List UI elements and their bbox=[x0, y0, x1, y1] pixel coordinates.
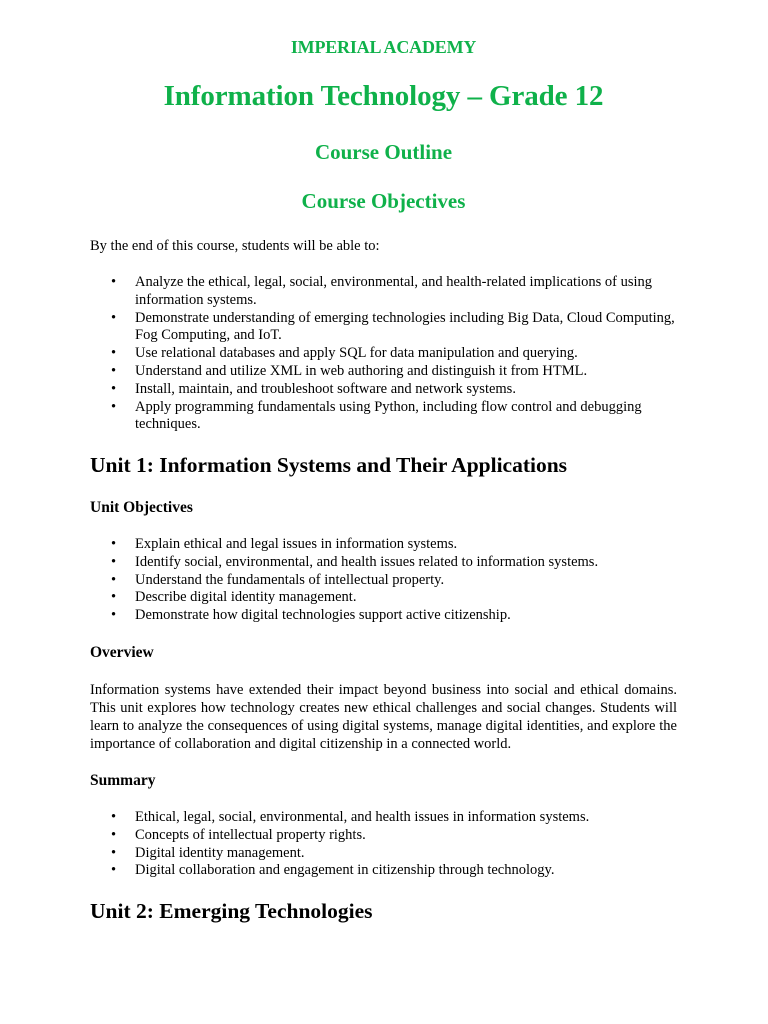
course-outline-heading: Course Outline bbox=[314, 140, 453, 164]
list-item: • Identify social, environmental, and health issues related to information systems. bbox=[90, 554, 677, 572]
list-item: • Demonstrate understanding of emerging technologies including Big Data, Cloud Computing, Fog Computing, and IoT. bbox=[90, 310, 677, 346]
list-item: • Describe digital identity management. bbox=[90, 589, 677, 607]
summary-list bbox=[90, 809, 677, 880]
overview-heading: Overview bbox=[90, 644, 154, 661]
list-item: • Concepts of intellectual property rights. bbox=[90, 827, 677, 845]
list-item: • Demonstrate how digital technologies support active citizenship. bbox=[90, 607, 677, 625]
list-item: • Digital collaboration and engagement in citizenship through technology. bbox=[90, 862, 677, 880]
course-objectives-heading: Course Objectives bbox=[301, 189, 466, 213]
unit-1-objectives-list bbox=[90, 536, 677, 625]
unit-1-objectives-heading: Unit Objectives bbox=[90, 499, 193, 516]
list-item: • Understand the fundamentals of intellectual property. bbox=[90, 572, 677, 590]
list-item: • Digital identity management. bbox=[90, 845, 677, 863]
summary-heading: Summary bbox=[90, 772, 156, 789]
list-item: • Install, maintain, and troubleshoot software and network systems. bbox=[90, 381, 677, 399]
overview-paragraph: Information systems have extended their impact beyond business into social and ethical domains. This unit explores how technology creates new ethical challenges and social changes. Students will learn to analyze the consequences of using digital systems, manage digital identities, and explore the importance of collaboration and digital citizenship in a connected world. bbox=[90, 682, 677, 752]
list-item: • Apply programming fundamentals using Python, including flow control and debugging techniques. bbox=[90, 399, 677, 435]
course-intro: By the end of this course, students will be able to: bbox=[90, 238, 380, 254]
course-objectives-list bbox=[90, 274, 677, 434]
list-item: • Analyze the ethical, legal, social, environmental, and health-related implications of using information systems. bbox=[90, 274, 677, 310]
school-name: IMPERIAL ACADEMY bbox=[290, 37, 477, 57]
list-item: • Understand and utilize XML in web authoring and distinguish it from HTML. bbox=[90, 363, 677, 381]
unit-2-title: Unit 2: Emerging Technologies bbox=[90, 899, 373, 923]
list-item: • Use relational databases and apply SQL for data manipulation and querying. bbox=[90, 345, 677, 363]
unit-1-title: Unit 1: Information Systems and Their Applications bbox=[90, 453, 568, 477]
course-title: Information Technology – Grade 12 bbox=[163, 80, 604, 112]
list-item: • Explain ethical and legal issues in information systems. bbox=[90, 536, 677, 554]
list-item: • Ethical, legal, social, environmental, and health issues in information systems. bbox=[90, 809, 677, 827]
